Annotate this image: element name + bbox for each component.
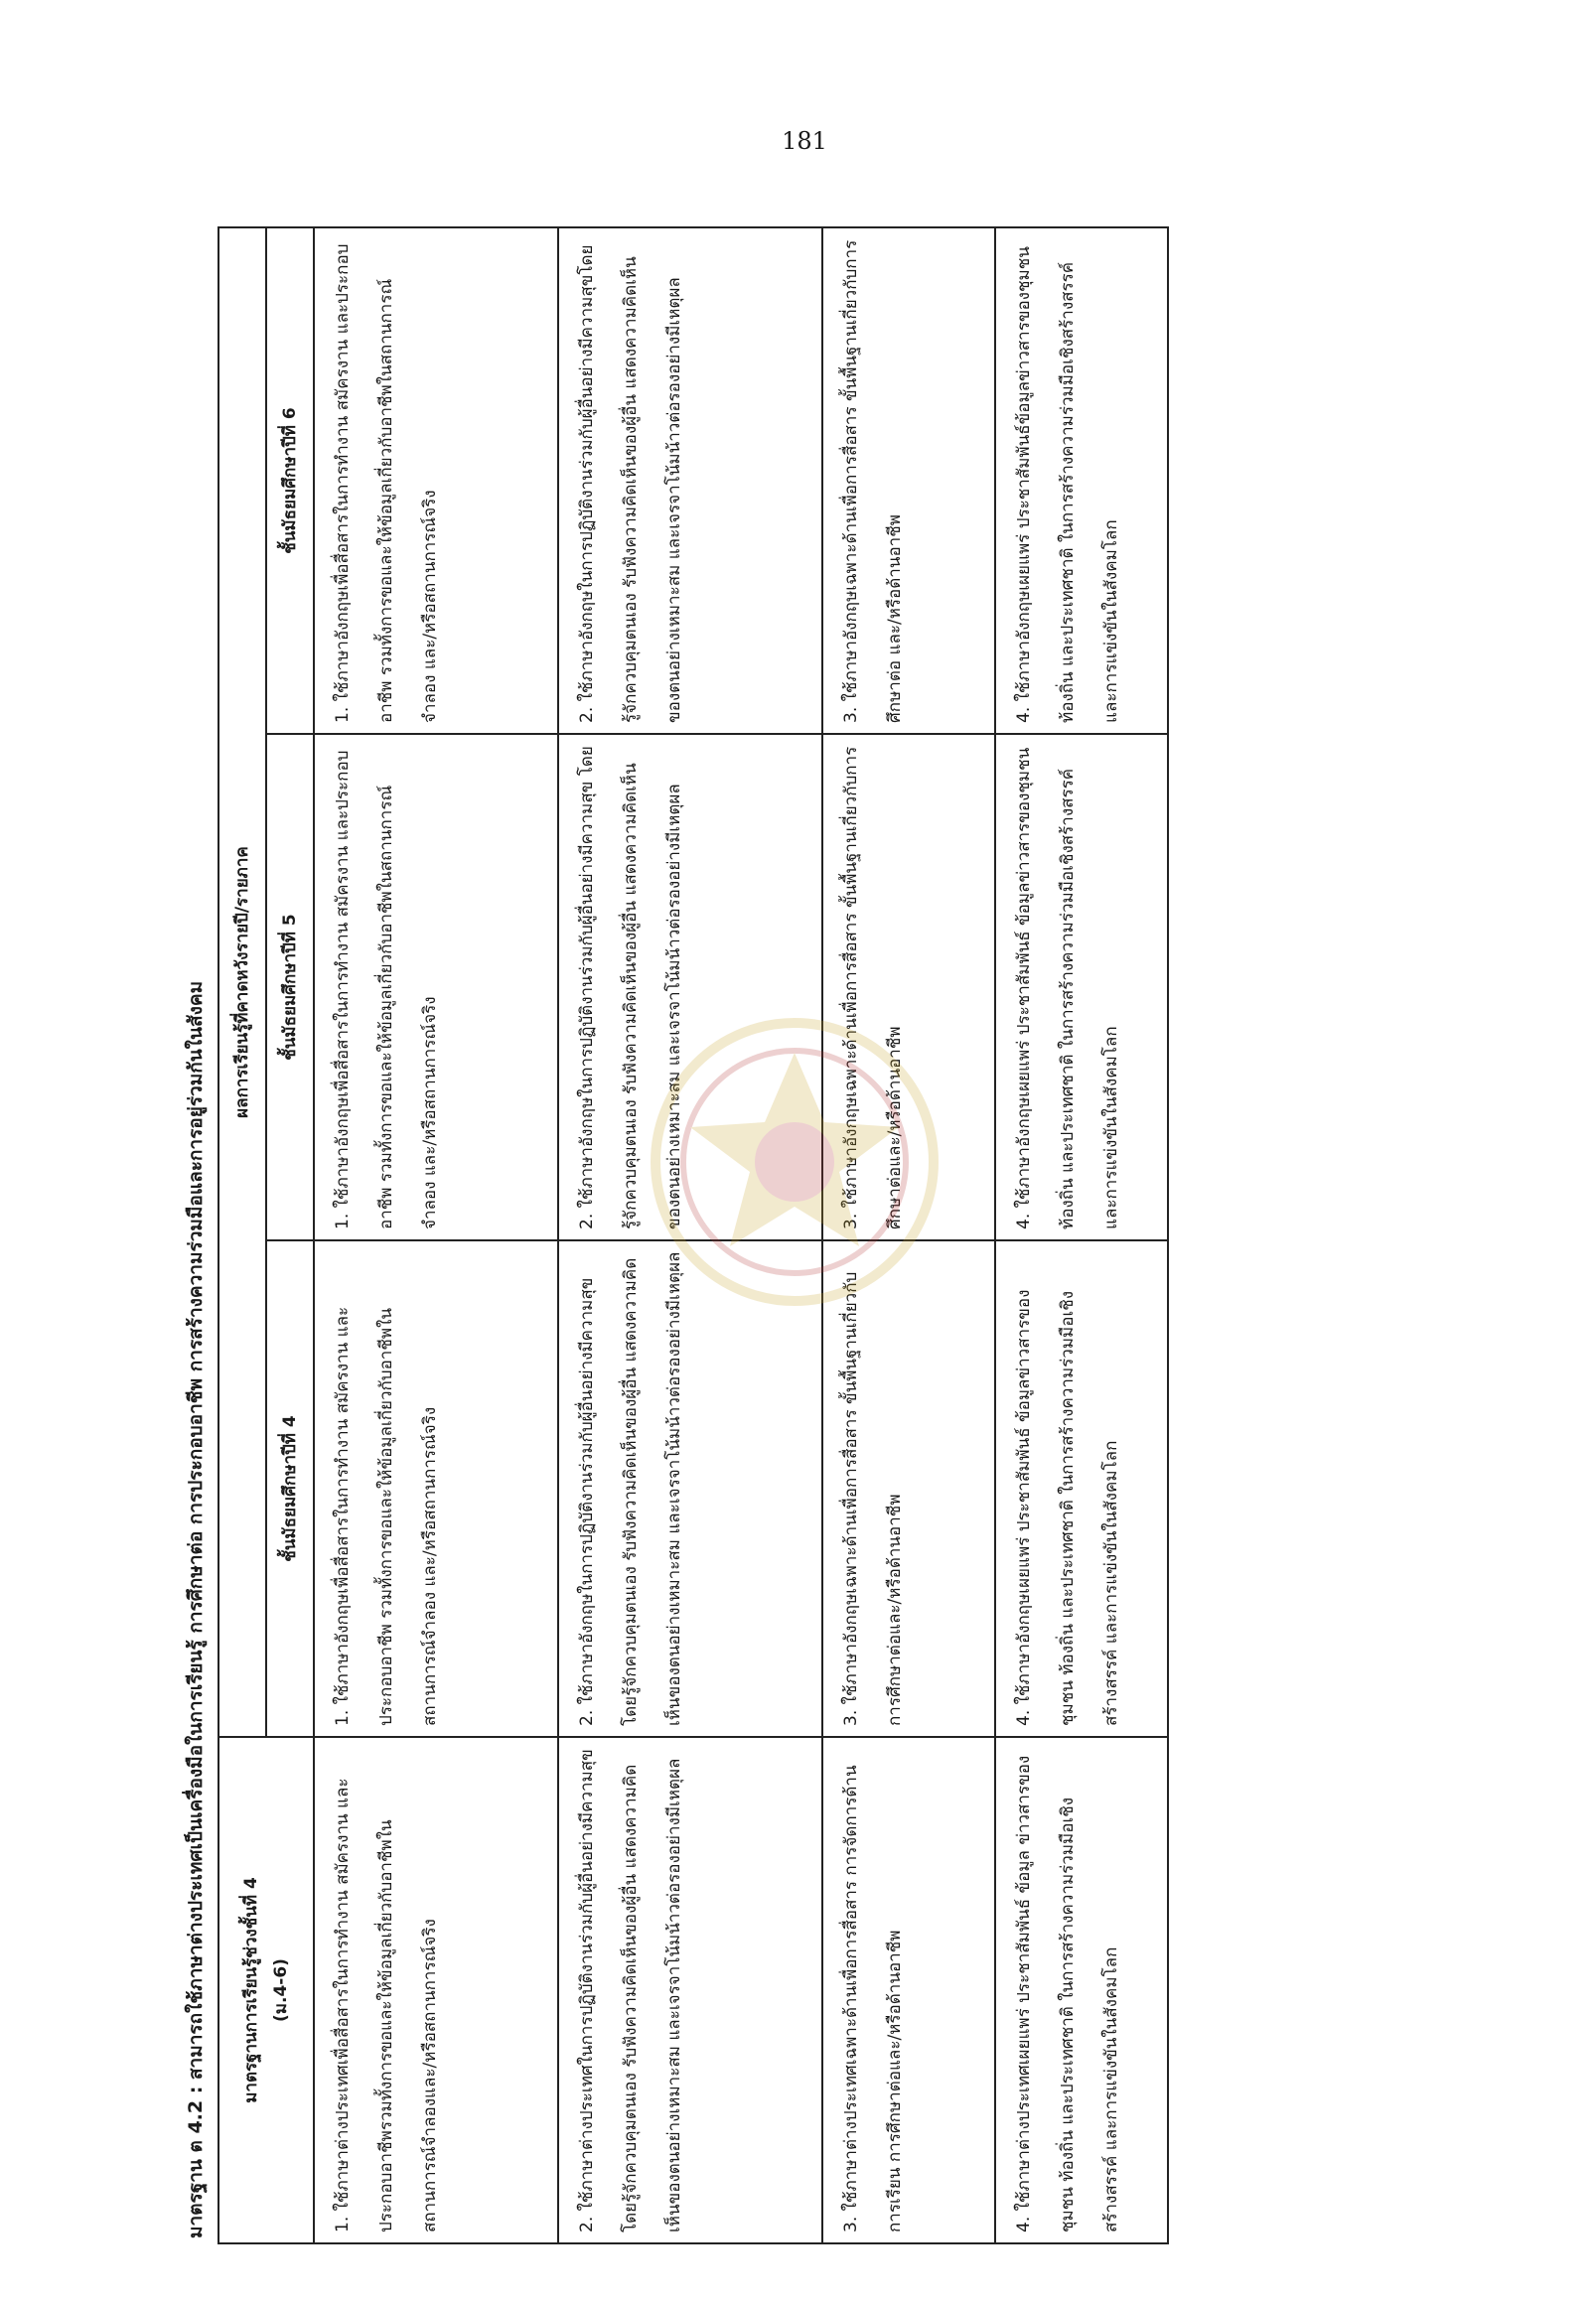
header-standard-sub: (ม.4-6) (271, 1958, 291, 2022)
cell-standard: 1. ใช้ภาษาต่างประเทศเพื่อสื่อสารในการทำงาน สมัครงาน และประกอบอาชีพรวมทั้งการขอและให้ข้อมูลเกี่ยวกับอาชีพในสถานการณ์จำลองและ/หรือสถานการณ์จริง (314, 1737, 558, 2243)
table-row (995, 227, 1168, 2243)
cell-grade6: 2. ใช้ภาษาอังกฤษในการปฏิบัติงานร่วมกับผู้อื่นอย่างมีความสุขโดยรู้จักควบคุมตนเอง รับฟังความคิดเห็นของผู้อื่น แสดงความคิดเห็นของตนอย่างเหมาะสม และเจรจาโน้มน้าวต่อรองอย่างมีเหตุผล (558, 227, 822, 734)
cell-grade6: 3. ใช้ภาษาอังกฤษเฉพาะด้านเพื่อการสื่อสาร ขั้นพื้นฐานเกี่ยวกับการศึกษาต่อ และ/หรือด้านอาชีพ (822, 227, 995, 734)
cell-grade6: 1. ใช้ภาษาอังกฤษเพื่อสื่อสารในการทำงาน สมัครงาน และประกอบอาชีพ รวมทั้งการขอและให้ข้อมูลเกี่ยวกับอาชีพในสถานการณ์จำลอง และ/หรือสถานการณ์จริง (314, 227, 558, 734)
header-outcomes: ผลการเรียนรู้ที่คาดหวังรายปี/รายภาค (218, 227, 266, 1737)
cell-grade4: 2. ใช้ภาษาอังกฤษในการปฏิบัติงานร่วมกับผู้อื่นอย่างมีความสุข โดยรู้จักควบคุมตนเอง รับฟังความคิดเห็นของผู้อื่น แสดงความคิดเห็นของตนอย่างเหมาะสม และเจรจาโน้มน้าวต่อรองอย่างมีเหตุผล (558, 1240, 822, 1737)
header-standard (218, 1737, 314, 2243)
cell-grade4: 4. ใช้ภาษาอังกฤษเผยแพร่ ประชาสัมพันธ์ ข้อมูลข่าวสารของชุมชน ท้องถิ่น และประเทศชาติ ในการสร้างความร่วมมือเชิงสร้างสรรค์ และการแข่งขันในสังคมโลก (995, 1240, 1168, 1737)
header-standard-title: มาตรฐานการเรียนรู้ช่วงชั้นที่ 4 (241, 1877, 261, 2103)
header-grade5: ชั้นมัธยมศึกษาปีที่ 5 (266, 734, 314, 1240)
rotated-table-block (174, 228, 1197, 2244)
cell-grade5: 4. ใช้ภาษาอังกฤษเผยแพร่ ประชาสัมพันธ์ ข้อมูลข่าวสารของชุมชน ท้องถิ่น และประเทศชาติ ในการสร้างความร่วมมือเชิงสร้างสรรค์ และการแข่งขันในสังคมโลก (995, 734, 1168, 1240)
page-number: 181 (782, 127, 827, 155)
cell-grade6: 4. ใช้ภาษาอังกฤษเผยแพร่ ประชาสัมพันธ์ข้อมูลข่าวสารของชุมชน ท้องถิ่น และประเทศชาติ ในการสร้างความร่วมมือเชิงสร้างสรรค์ และการแข่งขันในสังคมโลก (995, 227, 1168, 734)
header-grade6: ชั้นมัธยมศึกษาปีที่ 6 (266, 227, 314, 734)
cell-standard: 4. ใช้ภาษาต่างประเทศเผยแพร่ ประชาสัมพันธ์ ข้อมูล ข่าวสารของชุมชน ท้องถิ่น และประเทศชาติ ในการสร้างความร่วมมือเชิงสร้างสรรค์ และการแข่งขันในสังคมโลก (995, 1737, 1168, 2243)
cell-grade5: 3. ใช้ภาษาอังกฤษเฉพาะด้านเพื่อการสื่อสาร ขั้นพื้นฐานเกี่ยวกับการศึกษาต่อและ/หรือด้านอาชีพ (822, 734, 995, 1240)
cell-grade5: 2. ใช้ภาษาอังกฤษในการปฏิบัติงานร่วมกับผู้อื่นอย่างมีความสุข โดยรู้จักควบคุมตนเอง รับฟังความคิดเห็นของผู้อื่น แสดงความคิดเห็นของตนอย่างเหมาะสม และเจรจาโน้มน้าวต่อรองอย่างมีเหตุผล (558, 734, 822, 1240)
header-row-1 (218, 227, 266, 2243)
curriculum-table (218, 226, 1169, 2244)
cell-standard: 2. ใช้ภาษาต่างประเทศในการปฏิบัติงานร่วมกับผู้อื่นอย่างมีความสุขโดยรู้จักควบคุมตนเอง รับฟังความคิดเห็นของผู้อื่น แสดงความคิดเห็นของตนอย่างเหมาะสม และเจรจาโน้มน้าวต่อรองอย่างมีเหตุผล (558, 1737, 822, 2243)
cell-grade4: 3. ใช้ภาษาอังกฤษเฉพาะด้านเพื่อการสื่อสาร ขั้นพื้นฐานเกี่ยวกับการศึกษาต่อและ/หรือด้านอาชีพ (822, 1240, 995, 1737)
cell-standard: 3. ใช้ภาษาต่างประเทศเฉพาะด้านเพื่อการสื่อสาร การจัดการด้านการเรียน การศึกษาต่อและ/หรือด้านอาชีพ (822, 1737, 995, 2243)
standard-caption: มาตรฐาน ต 4.2 : สามารถใช้ภาษาต่างประเทศเป็นเครื่องมือในการเรียนรู้ การศึกษาต่อ การประกอบอาชีพ การสร้างความร่วมมือและการอยู่ร่วมกันในสังคม (185, 980, 207, 2238)
cell-grade5: 1. ใช้ภาษาอังกฤษเพื่อสื่อสารในการทำงาน สมัครงาน และประกอบอาชีพ รวมทั้งการขอและให้ข้อมูลเกี่ยวกับอาชีพในสถานการณ์ จำลอง และ/หรือสถานการณ์จริง (314, 734, 558, 1240)
header-grade4: ชั้นมัธยมศึกษาปีที่ 4 (266, 1240, 314, 1737)
cell-grade4: 1. ใช้ภาษาอังกฤษเพื่อสื่อสารในการทำงาน สมัครงาน และประกอบอาชีพ รวมทั้งการขอและให้ข้อมูลเกี่ยวกับอาชีพในสถานการณ์จำลอง และ/หรือสถานการณ์จริง (314, 1240, 558, 1737)
table-row (314, 227, 558, 2243)
table-row (558, 227, 822, 2243)
table-row (822, 227, 995, 2243)
